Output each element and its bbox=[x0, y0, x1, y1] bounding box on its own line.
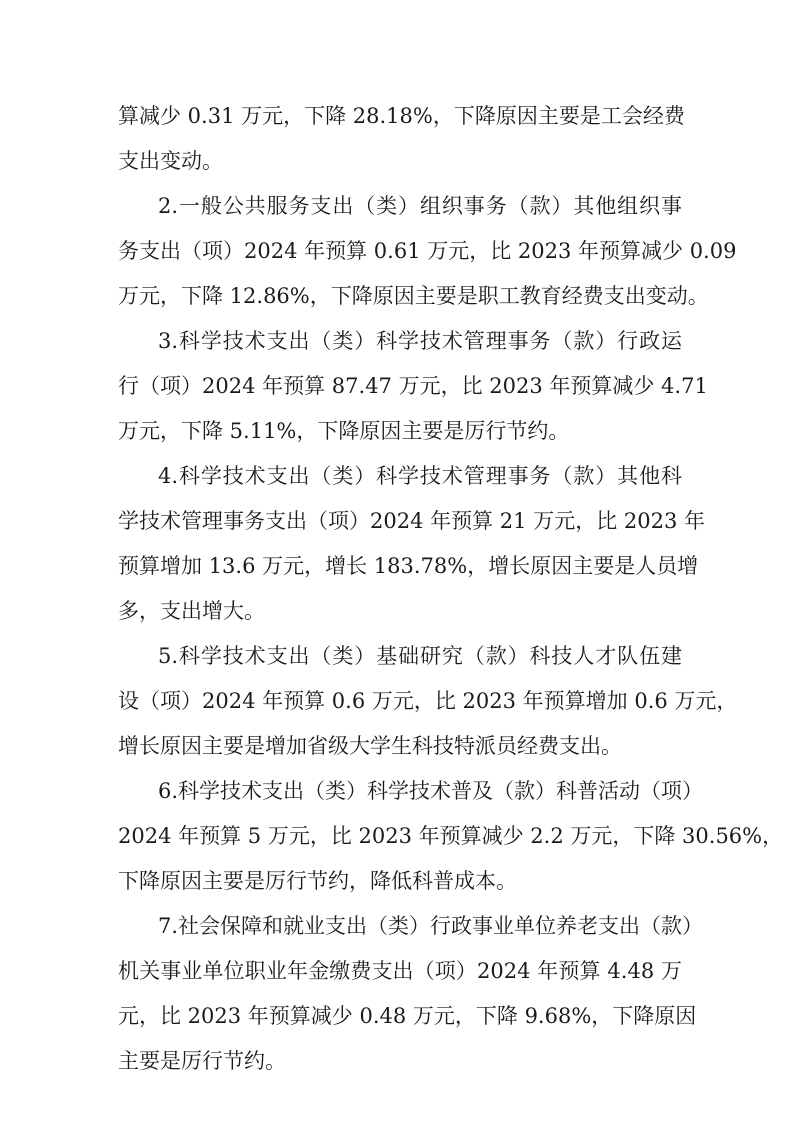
text-line: 2.一般公共服务支出（类）组织事务（款）其他组织事 bbox=[158, 194, 682, 218]
text-line: 6.科学技术支出（类）科学技术普及（款）科普活动（项） bbox=[158, 779, 704, 803]
text-line: 预算增加 13.6 万元，增长 183.78%，增长原因主要是人员增 bbox=[118, 554, 699, 578]
text-line: 万元，下降 12.86%，下降原因主要是职工教育经费支出变动。 bbox=[118, 284, 709, 308]
text-line: 7.社会保障和就业支出（类）行政事业单位养老支出（款） bbox=[158, 914, 704, 938]
text-line: 设（项）2024 年预算 0.6 万元，比 2023 年预算增加 0.6 万元， bbox=[118, 689, 738, 713]
text-line: 4.科学技术支出（类）科学技术管理事务（款）其他科 bbox=[158, 464, 682, 488]
text-line: 学技术管理事务支出（项）2024 年预算 21 万元，比 2023 年 bbox=[118, 509, 705, 533]
text-line: 万元，下降 5.11%，下降原因主要是厉行节约。 bbox=[118, 419, 570, 443]
text-line: 元，比 2023 年预算减少 0.48 万元，下降 9.68%，下降原因 bbox=[118, 1004, 697, 1028]
text-line: 主要是厉行节约。 bbox=[118, 1049, 286, 1073]
text-line: 下降原因主要是厉行节约，降低科普成本。 bbox=[118, 869, 517, 893]
text-line: 机关事业单位职业年金缴费支出（项）2024 年预算 4.48 万 bbox=[118, 959, 682, 983]
text-line: 支出变动。 bbox=[118, 149, 223, 173]
text-line: 多，支出增大。 bbox=[118, 599, 265, 623]
text-line: 算减少 0.31 万元，下降 28.18%，下降原因主要是工会经费 bbox=[118, 104, 685, 128]
text-line: 2024 年预算 5 万元，比 2023 年预算减少 2.2 万元，下降 30.56%， bbox=[118, 824, 784, 848]
text-line: 行（项）2024 年预算 87.47 万元，比 2023 年预算减少 4.71 bbox=[118, 374, 708, 398]
text-line: 5.科学技术支出（类）基础研究（款）科技人才队伍建 bbox=[158, 644, 682, 668]
text-line: 3.科学技术支出（类）科学技术管理事务（款）行政运 bbox=[158, 329, 682, 353]
text-line: 务支出（项）2024 年预算 0.61 万元，比 2023 年预算减少 0.09 bbox=[118, 239, 737, 263]
text-line: 增长原因主要是增加省级大学生科技特派员经费支出。 bbox=[118, 734, 622, 758]
